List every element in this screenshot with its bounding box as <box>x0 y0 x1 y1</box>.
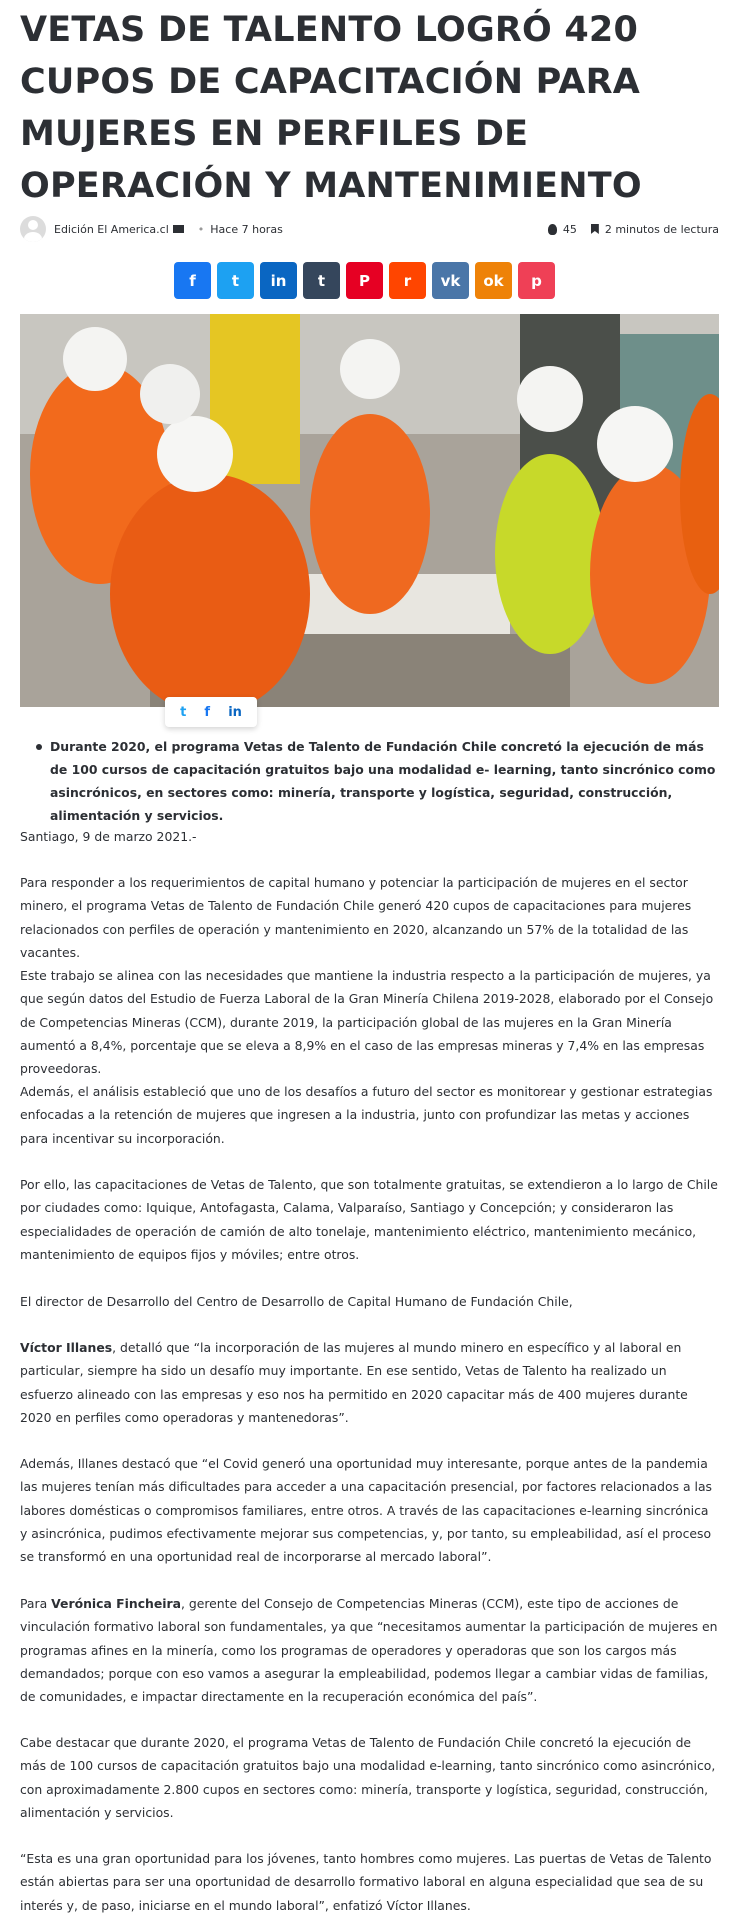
paragraph-2: Este trabajo se alinea con las necesidades que mantiene la industria respecto a la participación de mujeres, ya que según datos del Estudio de Fuerza Laboral de la Gran Minería Chilena 2019-2028, elaborado por el Consejo de Competencias Mineras (CCM), durante 2019, la participación global de las mujeres en la Gran Minería aumentó a 8,4%, porcentaje que se eleva a 8,9% en el caso de las empresas mineras y 7,4% en las empresas proveedoras. <box>20 968 714 1077</box>
paragraph-8 <box>20 1592 719 1708</box>
featured-image <box>20 314 719 707</box>
paragraph-1: Para responder a los requerimientos de capital humano y potenciar la participación de mujeres en el sector minero, el programa Vetas de Talento de Fundación Chile generó 420 cupos de capacitaciones para mujeres relacionados con perfiles de operación y mantenimiento en 2020, alcanzando un 57% de la totalidad de las vacantes. <box>20 875 692 960</box>
author-name[interactable]: Edición El America.cl <box>54 222 169 236</box>
pinterest-icon: P <box>359 271 370 290</box>
paragraph-10: “Esta es una gran oportunidad para los jóvenes, tanto hombres como mujeres. Las puertas de Vetas de Talento están abiertas para ser una oportunidad de desarrollo formativo laboral en alguna especialidad que sea de su interés y, de paso, iniciarse en el mundo laboral”, enfatizó Víctor Illanes. <box>20 1851 712 1913</box>
article-title: VETAS DE TALENTO LOGRÓ 420 CUPOS DE CAPACITACIÓN PARA MUJERES EN PERFILES DE OPERACIÓN Y MANTENIMIENTO <box>20 10 642 206</box>
image-share-bar <box>165 697 257 727</box>
facebook-icon[interactable]: f <box>204 704 211 720</box>
dateline: Santiago, 9 de marzo 2021.- <box>20 829 197 844</box>
facebook-share-button[interactable] <box>174 262 211 299</box>
fire-icon <box>548 224 557 235</box>
paragraph-8-text: , gerente del Consejo de Competencias Mineras (CCM), este tipo de acciones de vinculación formativo laboral son fundamentales, ya que “necesitamos aumentar la participación de mujeres en programas afines en la minería, como los programas de operadores y operadoras que son los cargos más demandados; porque con eso vamos a asegurar la empleabilidad, podemos llegar a cambiar vidas de familias, de comunidades, e impactar directamente en la recuperación económica del país”. <box>20 1596 718 1705</box>
vk-share-button[interactable] <box>432 262 469 299</box>
linkedin-share-button[interactable] <box>260 262 297 299</box>
pocket-icon: p <box>531 271 542 290</box>
linkedin-icon: in <box>270 271 287 290</box>
workers-photo <box>20 314 719 707</box>
speaker-name-2: Verónica Fincheira <box>51 1596 181 1611</box>
share-buttons <box>0 262 729 299</box>
speaker-name: Víctor Illanes <box>20 1340 113 1355</box>
views-count: 45 <box>562 222 577 236</box>
twitter-share-button[interactable] <box>217 262 254 299</box>
paragraph-7: Además, Illanes destacó que “el Covid generó una oportunidad muy interesante, porque antes de la pandemia las mujeres tenían más dificultades para acceder a una capacitación presencial, por factores relacionados a las labores domésticas o compromisos familiares, entre otros. A través de las capacitaciones e-learning sincrónica y asincrónica, pudimos efectivamente mejorar sus competencias, y, por tanto, su empleabilidad, así el proceso se transformó en una oportunidad real de incorporarse al mercado laboral”. <box>20 1456 712 1565</box>
summary-bullet: Durante 2020, el programa Vetas de Talento de Fundación Chile concretó la ejecución de más de 100 cursos de capacitación gratuitos bajo una modalidad e- learning, tanto sincrónico como asincrónicos, en sectores como: minería, transporte y logística, seguridad, construcción, alimentación y servicios. <box>50 735 722 827</box>
paragraph-3: Además, el análisis estableció que uno de los desafíos a futuro del sector es monitorear y gestionar estrategias enfocadas a la retención de mujeres que ingresen a la industria, junto con profundizar las metas y acciones para incentivar su incorporación. <box>20 1084 713 1146</box>
post-date: Hace 7 horas <box>210 222 283 236</box>
odnoklassniki-share-button[interactable] <box>475 262 512 299</box>
twitter-icon[interactable]: t <box>180 704 187 720</box>
pocket-share-button[interactable] <box>518 262 555 299</box>
separator-dot: • <box>197 222 205 236</box>
bookmark-icon <box>591 224 599 234</box>
facebook-icon: f <box>189 271 196 290</box>
pinterest-share-button[interactable] <box>346 262 383 299</box>
reddit-share-button[interactable] <box>389 262 426 299</box>
read-time: 2 minutos de lectura <box>604 222 719 236</box>
paragraph-4: Por ello, las capacitaciones de Vetas de Talento, que son totalmente gratuitas, se extendieron a lo largo de Chile por ciudades como: Iquique, Antofagasta, Calama, Valparaíso, Santiago y Concepción; y consideraron las especialidades de operación de camión de alto tonelaje, mantenimiento eléctrico, mantenimiento mecánico, mantenimiento de equipos fijos y móviles; entre otros. <box>20 1177 718 1262</box>
paragraph-6 <box>20 1336 719 1429</box>
linkedin-icon[interactable]: in <box>228 704 242 720</box>
tumblr-share-button[interactable] <box>303 262 340 299</box>
paragraph-8-prefix: Para <box>20 1596 52 1611</box>
odnoklassniki-icon: ok <box>483 271 504 290</box>
post-meta <box>20 215 719 243</box>
reddit-icon: r <box>403 271 412 290</box>
paragraph-5: El director de Desarrollo del Centro de Desarrollo de Capital Humano de Fundación Chile, <box>20 1294 573 1309</box>
twitter-icon: t <box>231 271 240 290</box>
paragraph-9: Cabe destacar que durante 2020, el programa Vetas de Talento de Fundación Chile concretó la ejecución de más de 100 cursos de capacitación gratuitos bajo una modalidad e-learning, tanto sincrónico como asincrónico, con aproximadamente 2.800 cupos en sectores como: minería, transporte y logística, seguridad, construcción, alimentación y servicios. <box>20 1735 716 1820</box>
vk-icon: vk <box>440 271 461 290</box>
post-stats <box>548 223 719 236</box>
paragraph-6-text: , detalló que “la incorporación de las mujeres al mundo minero en específico y al laboral en particular, siempre ha sido un desafío muy importante. En ese sentido, Vetas de Talento ha realizado un esfuerzo alineado con las empresas y eso nos ha permitido en 2020 capacitar más de 400 mujeres durante 2020 en perfiles como operadoras y mantenedoras”. <box>20 1340 688 1425</box>
email-icon[interactable] <box>173 225 184 233</box>
tumblr-icon: t <box>317 271 326 290</box>
author-avatar[interactable] <box>20 216 46 242</box>
